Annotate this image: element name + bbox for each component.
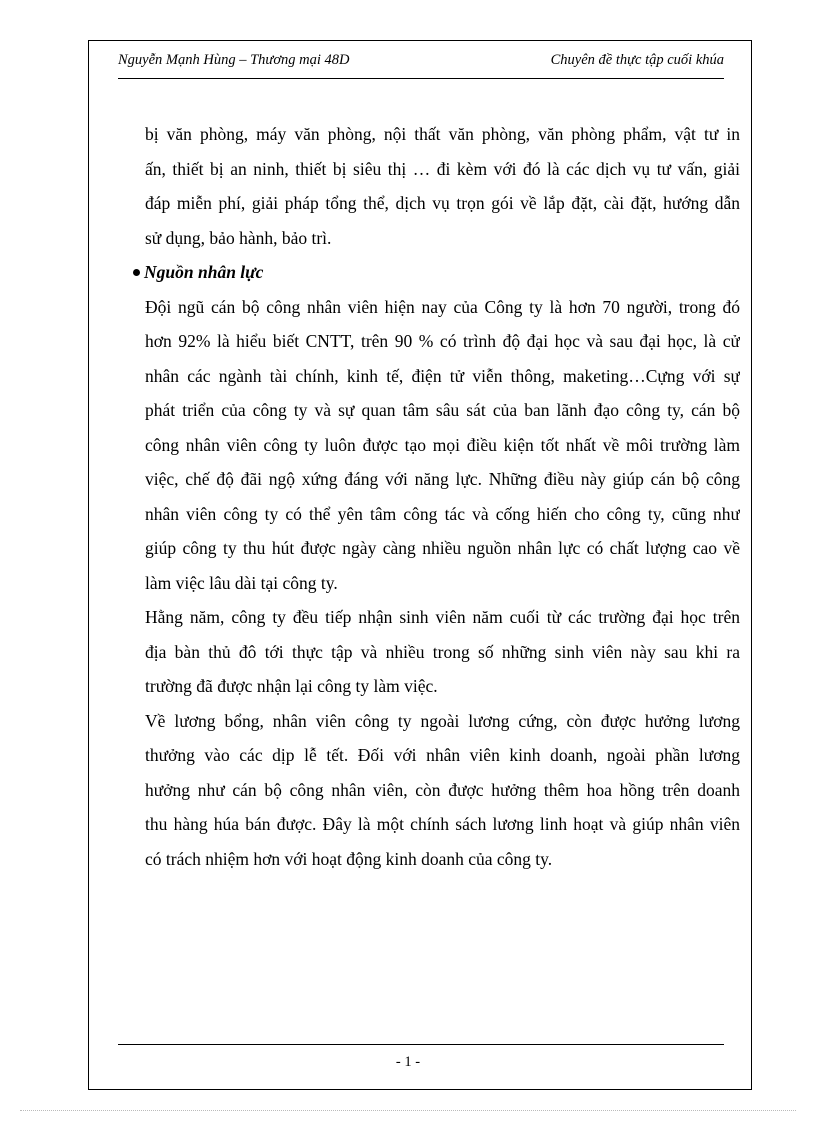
text-line: địa bàn thủ đô tới thực tập và nhiều trong số những sinh viên này sau khi ra [145, 641, 740, 662]
text-line: Đội ngũ cán bộ công nhân viên hiện nay của Công ty là hơn 70 người, trong đó [145, 296, 740, 317]
footer-divider [118, 1044, 724, 1045]
header-title: Chuyên đề thực tập cuối khúa [550, 52, 724, 68]
text-line: ấn, thiết bị an ninh, thiết bị siêu thị … đi kèm với đó là các dịch vụ tư vấn, giải [145, 158, 740, 179]
text-line: hơn 92% là hiểu biết CNTT, trên 90 % có trình độ đại học và sau đại học, là cử [145, 331, 740, 351]
text-line: có trách nhiệm hơn với hoạt động kinh doanh của công ty. [145, 848, 553, 869]
text-line: trường đã được nhận lại công ty làm việc. [145, 676, 438, 696]
text-line: Hằng năm, công ty đều tiếp nhận sinh viên năm cuối từ các trường đại học trên [145, 607, 740, 627]
page-break-line [20, 1110, 796, 1111]
header-divider [118, 78, 724, 79]
paragraph-internships [145, 600, 740, 704]
text-line: giúp công ty thu hút được ngày càng nhiều nguồn nhân lực có chất lượng cao về [145, 538, 740, 558]
text-line: Về lương bổng, nhân viên công ty ngoài lương cứng, còn được hưởng lương [145, 710, 740, 731]
text-line: bị văn phòng, máy văn phòng, nội thất văn phòng, văn phòng phẩm, vật tư in [145, 124, 740, 144]
text-line: đáp miễn phí, giải pháp tổng thể, dịch vụ trọn gói về lắp đặt, cài đặt, hướng dẫn [145, 193, 740, 213]
text-line: thu hàng húa bán được. Đây là một chính sách lương linh hoạt và giúp nhân viên [145, 814, 740, 834]
text-line: nhân các ngành tài chính, kinh tế, điện tử viễn thông, maketing…Cựng với sự [145, 365, 740, 386]
page-number: - 1 - [395, 1054, 421, 1070]
text-line: phát triển của công ty và sự quan tâm sâu sát của ban lãnh đạo công ty, cán bộ [145, 400, 740, 420]
paragraph-services [145, 117, 740, 255]
text-line: nhân viên công ty có thể yên tâm công tác và cống hiến cho công ty, cũng như [145, 503, 740, 524]
section-heading [133, 255, 740, 290]
page-header [118, 52, 724, 74]
text-line: việc, chế độ đãi ngộ xứng đáng với năng lực. Những điều này giúp cán bộ công [145, 469, 740, 489]
text-line: thưởng vào các dịp lễ tết. Đối với nhân viên kinh doanh, ngoài phần lương [145, 745, 740, 765]
header-author: Nguyễn Mạnh Hùng – Thương mại 48D [118, 52, 350, 68]
text-line: công nhân viên công ty luôn được tạo mọi điều kiện tốt nhất về môi trường làm [145, 434, 740, 455]
text-line: làm việc lâu dài tại công ty. [145, 572, 338, 593]
bullet-icon [133, 269, 140, 276]
text-line: sử dụng, bảo hành, bảo trì. [145, 227, 332, 248]
text-line: hưởng như cán bộ công nhân viên, còn được hưởng thêm hoa hồng trên doanh [145, 779, 740, 800]
paragraph-salary [145, 704, 740, 877]
document-body [145, 117, 740, 876]
section-heading-text: Nguồn nhân lực [144, 262, 264, 282]
paragraph-human-resources [145, 290, 740, 601]
